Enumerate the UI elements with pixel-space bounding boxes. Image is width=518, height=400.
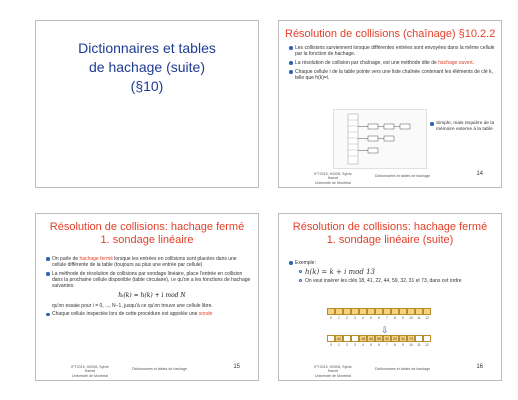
hash-cell <box>415 335 423 342</box>
probe-formula: hᵢ(k) = h(k) + i mod N <box>118 291 186 299</box>
table-index: 9 <box>402 316 404 320</box>
table-index: 3 <box>354 343 356 347</box>
hash-cell <box>367 308 375 315</box>
bullet-text: Les collisions surviennent lorsque différentes entrées sont envoyées dans la même cellule par la fonction de hachage. <box>295 45 495 58</box>
hash-cell <box>423 335 431 342</box>
footer-line: Université de Montréal <box>315 373 351 378</box>
chaining-diagram-graphic <box>334 110 426 168</box>
hash-cell: 59 <box>377 337 381 341</box>
footer-line: IFT2015, H2006, Sylvie Hamel <box>314 172 352 181</box>
hash-cell: 22 <box>393 337 397 341</box>
table-index: 9 <box>402 343 404 347</box>
slide-14 <box>278 20 502 188</box>
page-number: 14 <box>476 171 483 177</box>
bullet-text: . <box>472 59 475 66</box>
footer-line: IFT2015, H2006, Sylvie Hamel <box>71 365 109 374</box>
filled-hash-table <box>327 335 431 342</box>
table-index: 0 <box>330 316 332 320</box>
bullet-list <box>289 45 495 84</box>
highlight-text: sonde <box>198 311 213 318</box>
bullet-list <box>289 260 495 286</box>
title-line: de hachage (suite) <box>89 59 205 75</box>
bullet-item <box>289 60 495 66</box>
table-index: 11 <box>417 316 421 320</box>
bullet-item <box>289 69 495 81</box>
footer-course <box>70 365 110 378</box>
footer-topic: Dictionnaires et tables de hachage <box>375 174 431 178</box>
hash-cell <box>383 308 391 315</box>
table-index: 5 <box>370 343 372 347</box>
hash-cell <box>399 308 407 315</box>
table-index: 4 <box>362 343 364 347</box>
hash-cell: 31 <box>401 337 405 341</box>
hash-cell: 41 <box>337 337 341 341</box>
bullet-text: lorsque les entrées en collisions sont placées dans une cellule différente de la table (toujours au plus une entrée par cellule) <box>52 256 237 269</box>
example-formula: h(k) = k + i mod 13 <box>305 267 376 276</box>
slide-16 <box>278 213 502 381</box>
table-indices <box>327 343 431 347</box>
hash-cell <box>423 308 431 315</box>
table-index: 3 <box>354 316 356 320</box>
bullet-item <box>46 271 252 309</box>
bullet-item <box>289 260 495 266</box>
slide-title: Résolution de collisions (chaînage) §10.2.2 <box>285 28 496 40</box>
highlight-text: hachage ouvert <box>438 59 473 66</box>
bullet-list <box>46 256 252 320</box>
hash-cell <box>407 308 415 315</box>
slide-subtitle: 1. sondage linéaire <box>100 234 194 246</box>
table-index: 11 <box>417 343 421 347</box>
hash-cell <box>375 308 383 315</box>
bullet-text: On parle de <box>52 256 80 262</box>
slide-subtitle: 1. sondage linéaire (suite) <box>326 234 454 246</box>
hash-cell <box>343 308 351 315</box>
hash-cell <box>351 335 359 342</box>
hash-cell <box>343 335 351 342</box>
sub-bullet-text: On veut insérer les clés 18, 41, 22, 44, 59, 32, 31 et 73, dans cet ordre <box>305 277 462 284</box>
hash-cell <box>415 308 423 315</box>
bullet-item <box>46 256 252 268</box>
down-arrow-icon: ⇩ <box>381 325 389 335</box>
table-index: 1 <box>338 316 340 320</box>
table-index: 7 <box>386 343 388 347</box>
table-index: 8 <box>394 343 396 347</box>
sub-bullet <box>299 269 495 276</box>
table-index: 5 <box>370 316 372 320</box>
slide-15 <box>35 213 259 381</box>
table-index: 10 <box>409 316 413 320</box>
bullet-text: qu'on essaie pour i = 0, ..., N−1, jusqu'à ce qu'on trouve une cellule libre. <box>52 302 213 309</box>
footer-course <box>313 365 353 378</box>
table-index: 12 <box>425 343 429 347</box>
table-index: 1 <box>338 343 340 347</box>
hash-cell <box>391 308 399 315</box>
bullet-text: La résolution de collision par chaînage, est une méthode dite de <box>295 59 439 66</box>
slide-footer <box>279 364 501 378</box>
hash-cell: 32 <box>385 337 389 341</box>
bullet-text: La méthode de résolution de collisions par sondage linéaire, place l'entrée en collision dans la prochaine cellule disponible (table circulaire), i.e qu'on a les fonctions de hachage suivantes: <box>52 270 251 290</box>
title-line: Dictionnaires et tables <box>78 40 216 56</box>
hash-cell <box>351 308 359 315</box>
footer-line: Université de Montréal <box>315 180 351 185</box>
hash-cell: 18 <box>361 337 365 341</box>
title-line: (§10) <box>130 78 164 94</box>
table-index: 12 <box>425 316 429 320</box>
bullet-text: Exemple: <box>295 260 316 266</box>
table-index: 4 <box>362 316 364 320</box>
footer-course <box>313 172 353 185</box>
table-index: 6 <box>378 343 380 347</box>
highlight-text: hachage fermé <box>79 256 113 262</box>
hash-cell <box>359 308 367 315</box>
slide-title: Résolution de collisions: hachage fermé <box>49 221 245 233</box>
hash-cell <box>327 308 335 315</box>
sub-bullet <box>299 278 495 284</box>
slide-13 <box>35 20 259 188</box>
bullet-text: Chaque cellule inspectée lors de cette procédure est appelée une <box>52 311 199 318</box>
hash-cell: 44 <box>369 337 373 341</box>
footer-line: Université de Montréal <box>72 373 108 378</box>
slide-footer <box>279 171 501 185</box>
footer-line: IFT2015, H2006, Sylvie Hamel <box>314 365 352 374</box>
table-index: 6 <box>378 316 380 320</box>
table-index: 2 <box>346 343 348 347</box>
table-indices <box>327 316 431 320</box>
bullet-item <box>46 311 252 317</box>
page-number: 16 <box>476 364 483 370</box>
empty-hash-table <box>327 308 431 315</box>
table-index: 0 <box>330 343 332 347</box>
hash-cell: 73 <box>409 337 413 341</box>
side-note: Simple, mais requière de la mémoire externe à la table <box>430 121 502 133</box>
slide-title <box>36 39 258 96</box>
footer-topic: Dictionnaires et tables de hachage <box>375 367 431 371</box>
page-number: 15 <box>233 364 240 370</box>
table-index: 7 <box>386 316 388 320</box>
bullet-text: Chaque cellule i de la table pointe vers une liste chaînée contenant les éléments de clé k, telle que h(k)=i. <box>295 68 493 81</box>
bullet-item <box>289 45 495 57</box>
table-index: 8 <box>394 316 396 320</box>
slide-title: Résolution de collisions: hachage fermé <box>292 221 488 233</box>
hash-cell <box>335 308 343 315</box>
table-index: 10 <box>409 343 413 347</box>
chaining-diagram <box>333 109 427 169</box>
table-index: 2 <box>346 316 348 320</box>
slide-footer <box>36 364 258 378</box>
hash-cell <box>327 335 335 342</box>
footer-topic: Dictionnaires et tables de hachage <box>132 367 188 371</box>
